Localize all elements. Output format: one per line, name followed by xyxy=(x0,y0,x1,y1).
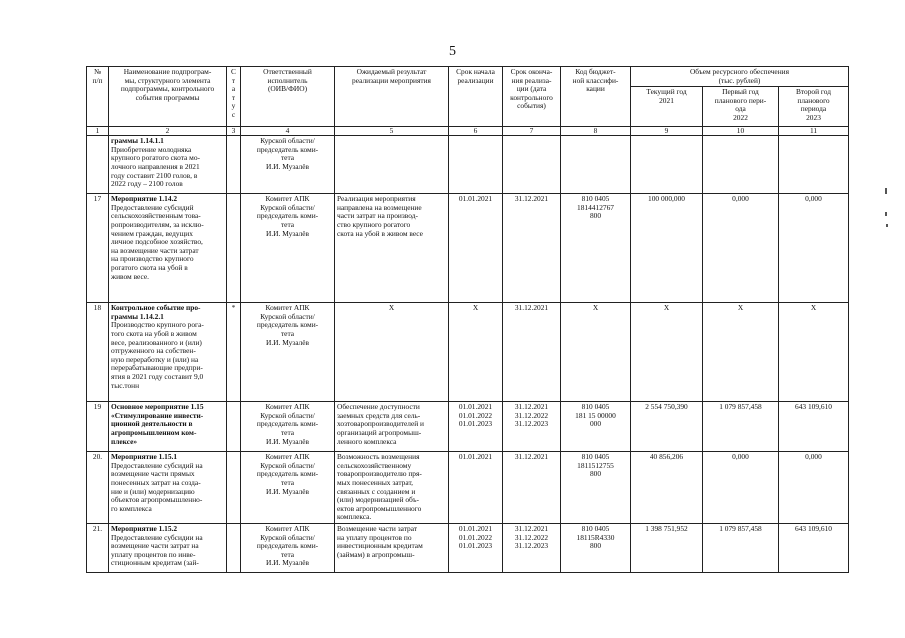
row-end: 31.12.2021 31.12.2022 31.12.2023 xyxy=(503,523,561,572)
column-number: 7 xyxy=(503,127,561,136)
row-executor: Комитет АПК Курской области/ председатель коми- тета И.И. Музалёв xyxy=(241,402,335,452)
table-row xyxy=(87,523,849,572)
row-name-title: Мероприятие 1.15.1 xyxy=(111,452,178,462)
row-amount-2021: Х xyxy=(631,303,703,402)
column-number: 3 xyxy=(227,127,241,136)
row-name-title: Контрольное событие про- граммы 1.14.2.1 xyxy=(111,303,201,321)
row-name xyxy=(109,523,227,572)
row-result: Обеспечение доступности заемных средств для сель- хозтоваропроизводителей и организаций агропромыш- ленного комплекса xyxy=(335,402,449,452)
row-executor: Комитет АПК Курской области/ председатель коми- тета И.И. Музалёв xyxy=(241,523,335,572)
resource-table xyxy=(86,66,849,573)
row-executor: Курской области/ председатель коми- тета И.И. Музалёв xyxy=(241,136,335,194)
table-row xyxy=(87,303,849,402)
column-number: 8 xyxy=(561,127,631,136)
row-amount-2022: 0,000 xyxy=(703,194,779,303)
row-code: 810 0405 181 15 00000 000 xyxy=(561,402,631,452)
row-name-text: Предоставление субсидий сельскохозяйственным това- ропроизводителям, за исклю- чением граждан, ведущих личное подсобное хозяйство, на возмещение части затрат на производство крупного рогатого скота на убой в живом весе. xyxy=(111,202,204,281)
row-amount-2021: 2 554 750,390 xyxy=(631,402,703,452)
row-status xyxy=(227,194,241,303)
row-num: 20. xyxy=(87,452,109,524)
row-status xyxy=(227,402,241,452)
scan-mark xyxy=(885,188,887,194)
row-start: 01.01.2021 xyxy=(449,194,503,303)
header-volume: Объем ресурсного обеспечения (тыс. рублей) xyxy=(631,67,849,87)
header-status: С т а т у с xyxy=(227,67,241,127)
row-num: 17 xyxy=(87,194,109,303)
row-num: 19 xyxy=(87,402,109,452)
row-name-text: Предоставление субсидий на возмещение части прямых понесенных затрат на созда- ние и (или) модернизацию объектов агропромышленно- го комплекса xyxy=(111,460,203,513)
column-number: 1 xyxy=(87,127,109,136)
column-number: 9 xyxy=(631,127,703,136)
row-amount-2023: 643 109,610 xyxy=(779,402,849,452)
header-end: Срок оконча- ния реализа- ции (дата контрольного события) xyxy=(503,67,561,127)
row-executor: Комитет АПК Курской области/ председатель коми- тета И.И. Музалёв xyxy=(241,303,335,402)
row-code xyxy=(561,136,631,194)
row-result: Возможность возмещения сельскохозяйственному товаропроизводителю пря- мых понесенных затрат, связанных с созданием и (или) модернизацией объ- ектов агропромышленного комплекса. xyxy=(335,452,449,524)
header-executor: Ответственный исполнитель (ОИВ/ФИО) xyxy=(241,67,335,127)
row-start: 01.01.2021 01.01.2022 01.01.2023 xyxy=(449,402,503,452)
header-year-2023: Второй год планового периода 2023 xyxy=(779,87,849,127)
column-number: 2 xyxy=(109,127,227,136)
row-amount-2023: 643 109,610 xyxy=(779,523,849,572)
scan-mark xyxy=(885,212,887,216)
row-num xyxy=(87,136,109,194)
column-number: 10 xyxy=(703,127,779,136)
table-row xyxy=(87,402,849,452)
header-year-2021: Текущий год 2021 xyxy=(631,87,703,127)
row-amount-2022: Х xyxy=(703,303,779,402)
table-row xyxy=(87,136,849,194)
row-code: 810 0405 1814412767 800 xyxy=(561,194,631,303)
column-number: 4 xyxy=(241,127,335,136)
header-start: Срок начала реализации xyxy=(449,67,503,127)
row-name xyxy=(109,303,227,402)
header-result: Ожидаемый результат реализации мероприятия xyxy=(335,67,449,127)
column-number: 5 xyxy=(335,127,449,136)
row-amount-2022: 1 079 857,458 xyxy=(703,402,779,452)
row-code: 810 0405 18115R4330 800 xyxy=(561,523,631,572)
row-name-text: Приобретение молодняка крупного рогатого скота мо- лочного направления в 2021 году составит 2100 голов, в 2022 году – 2100 голов xyxy=(111,144,200,189)
column-number-row xyxy=(87,127,849,136)
table-row xyxy=(87,194,849,303)
row-result: Реализация мероприятия направлена на возмещение части затрат на производ- ство крупного рогатого скота на убой в живом весе xyxy=(335,194,449,303)
row-amount-2023: 0,000 xyxy=(779,452,849,524)
row-result: Возмещение части затрат на уплату процентов по инвестиционным кредитам (займам) в агропромыш- xyxy=(335,523,449,572)
row-code: 810 0405 1811512755 800 xyxy=(561,452,631,524)
column-number: 11 xyxy=(779,127,849,136)
row-amount-2022: 0,000 xyxy=(703,452,779,524)
row-num: 18 xyxy=(87,303,109,402)
row-name xyxy=(109,136,227,194)
header-name: Наименование подпрограм- мы, структурного элемента подпрограммы, контрольного события программы xyxy=(109,67,227,127)
row-executor: Комитет АПК Курской области/ председатель коми- тета И.И. Музалёв xyxy=(241,194,335,303)
row-code: Х xyxy=(561,303,631,402)
header-num: № п/п xyxy=(87,67,109,127)
row-amount-2021 xyxy=(631,136,703,194)
header-code: Код бюджет- ной классифи- кации xyxy=(561,67,631,127)
row-name-title: граммы 1.14.1.1 xyxy=(111,136,164,146)
row-start: 01.01.2021 01.01.2022 01.01.2023 xyxy=(449,523,503,572)
row-amount-2022 xyxy=(703,136,779,194)
row-name-text: Производство крупного рога- того скота на убой в живом весе, реализованного и (или) отгруженного на собствен- ную переработку и (или) на перерабатывающие предпри- ятия в 2021 году составит 9,0 тыс.тонн xyxy=(111,320,204,390)
row-name-title: Основное мероприятие 1.15 «Стимулирование инвести- ционной деятельности в агропромышленном ком- плексе» xyxy=(111,402,204,446)
row-end: 31.12.2021 xyxy=(503,452,561,524)
row-name xyxy=(109,194,227,303)
row-status xyxy=(227,452,241,524)
row-name-title: Мероприятие 1.15.2 xyxy=(111,523,178,533)
row-name xyxy=(109,402,227,452)
row-result: Х xyxy=(335,303,449,402)
row-status xyxy=(227,136,241,194)
row-end: 31.12.2021 31.12.2022 31.12.2023 xyxy=(503,402,561,452)
row-end xyxy=(503,136,561,194)
row-name-title: Мероприятие 1.14.2 xyxy=(111,194,178,204)
row-name-text: Предоставление субсидии на возмещение части затрат на уплату процентов по инве- стиционным кредитам (зай- xyxy=(111,532,203,568)
row-end: 31.12.2021 xyxy=(503,194,561,303)
row-num: 21. xyxy=(87,523,109,572)
page-number: 5 xyxy=(449,44,456,59)
row-status xyxy=(227,523,241,572)
row-start: Х xyxy=(449,303,503,402)
row-amount-2022: 1 079 857,458 xyxy=(703,523,779,572)
row-amount-2023: 0,000 xyxy=(779,194,849,303)
row-amount-2023 xyxy=(779,136,849,194)
row-amount-2023: Х xyxy=(779,303,849,402)
header-year-2022: Первый год планового пери- ода 2022 xyxy=(703,87,779,127)
row-amount-2021: 1 398 751,952 xyxy=(631,523,703,572)
row-amount-2021: 100 000,000 xyxy=(631,194,703,303)
table-row xyxy=(87,452,849,524)
row-end: 31.12.2021 xyxy=(503,303,561,402)
row-start: 01.01.2021 xyxy=(449,452,503,524)
row-name xyxy=(109,452,227,524)
scan-mark xyxy=(886,224,888,227)
row-start xyxy=(449,136,503,194)
row-result xyxy=(335,136,449,194)
row-executor: Комитет АПК Курской области/ председатель коми- тета И.И. Музалёв xyxy=(241,452,335,524)
row-status: * xyxy=(227,303,241,402)
row-amount-2021: 40 856,206 xyxy=(631,452,703,524)
column-number: 6 xyxy=(449,127,503,136)
